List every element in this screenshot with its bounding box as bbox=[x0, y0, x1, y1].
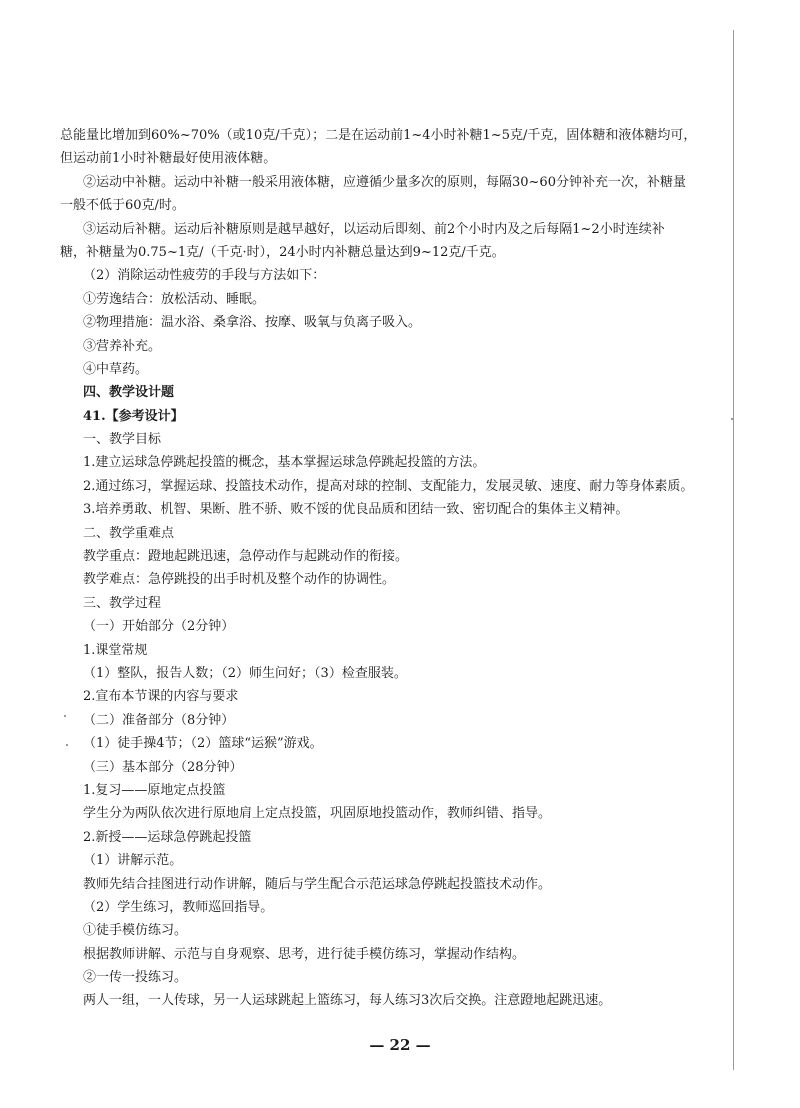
document-body bbox=[60, 124, 710, 1013]
text-line: （二）准备部分（8分钟） bbox=[83, 712, 235, 728]
text-line: 一般不低于60克/时。 bbox=[60, 198, 185, 214]
text-line: ②一传一投练习。 bbox=[83, 970, 188, 986]
text-line: ②物理措施：温水浴、桑拿浴、按摩、吸氧与负离子吸入。 bbox=[83, 315, 422, 331]
text-line: 1.课堂常规 bbox=[83, 642, 148, 658]
text-line: 1.建立运球急停跳起投篮的概念，基本掌握运球急停跳起投篮的方法。 bbox=[83, 455, 486, 471]
text-line: （1）整队，报告人数；（2）师生问好；（3）检查服装。 bbox=[83, 665, 407, 681]
section-heading: 41.【参考设计】 bbox=[83, 408, 184, 424]
text-line: 二、教学重难点 bbox=[83, 525, 175, 541]
text-line: 但运动前1小时补糖最好使用液体糖。 bbox=[60, 151, 277, 167]
text-line: （1）徒手操4节；（2）篮球“运猴”游戏。 bbox=[83, 736, 323, 752]
text-line: （1）讲解示范。 bbox=[83, 853, 183, 869]
text-line: ④中草药。 bbox=[83, 361, 149, 377]
text-line: ②运动中补糖。运动中补糖一般采用液体糖，应遵循少量多次的原则，每隔30~60分钟补充一次，补糖量 bbox=[83, 174, 686, 190]
text-line: 总能量比增加到60%~70%（或10克/千克）；二是在运动前1~4小时补糖1~5克/千克，固体糖和液体糖均可， bbox=[60, 128, 697, 143]
text-line: （一）开始部分（2分钟） bbox=[83, 619, 235, 635]
text-line: 根据教师讲解、示范与自身观察、思考，进行徒手模仿练习，掌握动作结构。 bbox=[83, 946, 526, 962]
text-line: 教学难点：急停跳投的出手时机及整个动作的协调性。 bbox=[83, 572, 396, 588]
text-line: 2.通过练习，掌握运球、投篮技术动作，提高对球的控制、支配能力，发展灵敏、速度、耐力等身体素质。 bbox=[83, 478, 694, 494]
page-number: — 22 — bbox=[369, 1036, 431, 1054]
scan-speck bbox=[731, 418, 733, 420]
text-line: 一、教学目标 bbox=[83, 432, 162, 448]
text-line: 3.培养勇敢、机智、果断、胜不骄、败不馁的优良品质和团结一致、密切配合的集体主义精神。 bbox=[83, 502, 629, 518]
text-line: 三、教学过程 bbox=[83, 595, 162, 611]
text-line: ①徒手模仿练习。 bbox=[83, 923, 188, 939]
text-line: （2）学生练习，教师巡回指导。 bbox=[83, 899, 274, 915]
page-edge-line bbox=[733, 30, 734, 1070]
text-line: 2.宣布本节课的内容与要求 bbox=[83, 689, 239, 705]
text-line: ①劳逸结合：放松活动、睡眠。 bbox=[83, 291, 266, 307]
section-heading: 四、教学设计题 bbox=[83, 385, 175, 401]
text-line: 两人一组，一人传球，另一人运球跳起上篮练习，每人练习3次后交换。注意蹬地起跳迅速。 bbox=[83, 993, 612, 1009]
text-line: 教师先结合挂图进行动作讲解，随后与学生配合示范运球急停跳起投篮技术动作。 bbox=[83, 876, 552, 892]
text-line: ③运动后补糖。运动后补糖原则是越早越好，以运动后即刻、前2个小时内及之后每隔1~2小时连续补 bbox=[83, 221, 665, 237]
text-line: 学生分为两队依次进行原地肩上定点投篮，巩固原地投篮动作，教师纠错、指导。 bbox=[83, 806, 552, 822]
text-line: ③营养补充。 bbox=[83, 338, 162, 354]
text-line: 2.新授——运球急停跳起投篮 bbox=[83, 829, 252, 845]
text-line: 1.复习——原地定点投篮 bbox=[83, 782, 226, 798]
text-line: 糖，补糖量为0.75~1克/（千克·时），24小时内补糖总量达到9~12克/千克。 bbox=[60, 244, 505, 260]
text-line: 教学重点：蹬地起跳迅速，急停动作与起跳动作的衔接。 bbox=[83, 549, 409, 565]
text-line: （2）消除运动性疲劳的手段与方法如下： bbox=[83, 268, 326, 284]
text-line: （三）基本部分（28分钟） bbox=[83, 759, 243, 775]
